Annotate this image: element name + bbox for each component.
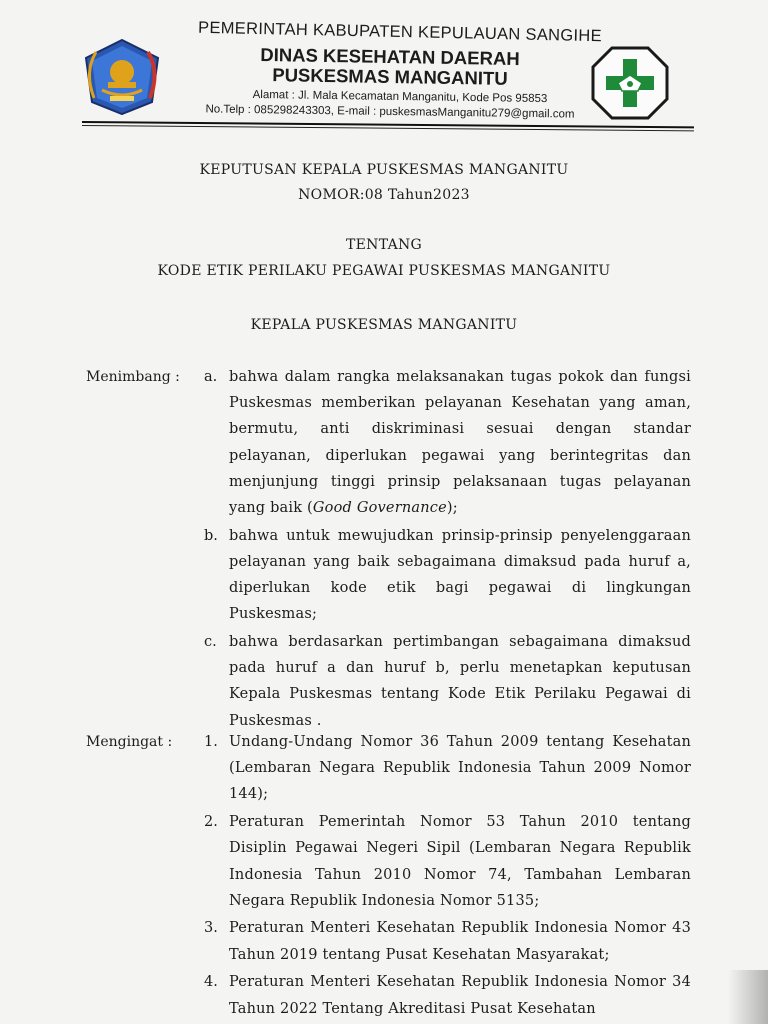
list-text-line: (Lembaran Negara Republik Indonesia Tahun 2009 Nomor bbox=[229, 760, 691, 777]
list-text-line: diperlukan kode etik bagi pegawai di lingkungan bbox=[229, 580, 691, 597]
list-text-line: bahwa dalam rangka melaksanakan tugas pokok dan fungsi bbox=[229, 369, 691, 385]
list-text-line: Puskesmas memberikan pelayanan Kesehatan yang aman, bbox=[229, 395, 691, 412]
decree-title: KEPUTUSAN KEPALA PUSKESMAS MANGANITU bbox=[199, 162, 569, 178]
letterhead-government: PEMERINTAH KABUPATEN KEPULAUAN SANGIHE bbox=[197, 18, 603, 46]
list-text-line: bahwa untuk mewujudkan prinsip-prinsip penyelenggaraan bbox=[229, 527, 691, 544]
list-marker: b. bbox=[204, 527, 218, 544]
list-text-line: Kepala Puskesmas tentang Kode Etik Perilaku Pegawai di bbox=[229, 686, 691, 703]
list-text-line: Indonesia Tahun 2010 Nomor 74, Tambahan Lembaran bbox=[229, 866, 691, 883]
list-text-line: menjunjung tinggi prinsip pelaksanaan tugas pelayanan bbox=[229, 473, 691, 490]
decree-head: KEPALA PUSKESMAS MANGANITU bbox=[250, 317, 518, 333]
list-text-line: Tahun 2022 Tentang Akreditasi Pusat Kesehatan bbox=[229, 1000, 596, 1017]
list-text-line: Puskesmas . bbox=[229, 712, 322, 729]
decree-subject: KODE ETIK PERILAKU PEGAWAI PUSKESMAS MANGANITU bbox=[157, 263, 611, 279]
letterhead-contact: No.Telp : 085298243303, E-mail : puskesmasManganitu279@gmail.com bbox=[205, 103, 575, 121]
list-text-line: Tahun 2019 tentang Pusat Kesehatan Masyarakat; bbox=[229, 946, 610, 963]
list-text-line: pada huruf a dan huruf b, perlu menetapkan keputusan bbox=[229, 660, 691, 677]
list-text-line: bermutu, anti diskriminasi sesuai dengan standar bbox=[229, 421, 691, 438]
list-text-line: Negara Republik Indonesia Nomor 5135; bbox=[229, 892, 540, 909]
list-text-line: Peraturan Pemerintah Nomor 53 Tahun 2010 tentang bbox=[229, 814, 691, 831]
list-marker: 3. bbox=[204, 920, 218, 937]
list-text-line: bahwa berdasarkan pertimbangan sebagaimana dimaksud bbox=[229, 634, 691, 650]
letterhead-unit: PUSKESMAS MANGANITU bbox=[272, 64, 508, 89]
list-text-line: Peraturan Menteri Kesehatan Republik Indonesia Nomor 34 bbox=[229, 974, 691, 991]
list-text-line: Disiplin Pegawai Negeri Sipil (Lembaran Negara Republik bbox=[229, 840, 691, 857]
regency-coat-of-arms-icon bbox=[82, 38, 162, 116]
mengingat-label: Mengingat : bbox=[86, 734, 173, 750]
list-marker: a. bbox=[204, 369, 218, 385]
list-text-line: Puskesmas; bbox=[229, 606, 318, 623]
list-marker: 4. bbox=[204, 974, 218, 991]
list-text-line: Undang-Undang Nomor 36 Tahun 2009 tentang Kesehatan bbox=[229, 734, 691, 750]
letterhead-agency: DINAS KESEHATAN DAERAH bbox=[260, 43, 520, 70]
list-marker: c. bbox=[204, 634, 217, 650]
list-text-line: 144); bbox=[229, 786, 269, 803]
scan-shadow bbox=[728, 970, 768, 1024]
list-text-line: pelayanan, diperlukan pegawai yang berintegritas dan bbox=[229, 447, 691, 464]
decree-about: TENTANG bbox=[345, 237, 423, 253]
list-text-line: yang baik (Good Governance); bbox=[229, 500, 458, 516]
letterhead-address: Alamat : Jl. Mala Kecamatan Manganitu, Kode Pos 95853 bbox=[252, 88, 548, 106]
list-text-line: Peraturan Menteri Kesehatan Republik Indonesia Nomor 43 bbox=[229, 920, 691, 937]
list-marker: 2. bbox=[204, 814, 218, 831]
decree-number: NOMOR:08 Tahun2023 bbox=[298, 187, 470, 203]
list-marker: 1. bbox=[204, 734, 218, 750]
list-text-line: pelayanan yang baik sebagaimana dimaksud pada huruf a, bbox=[229, 553, 691, 570]
menimbang-label: Menimbang : bbox=[86, 369, 180, 385]
